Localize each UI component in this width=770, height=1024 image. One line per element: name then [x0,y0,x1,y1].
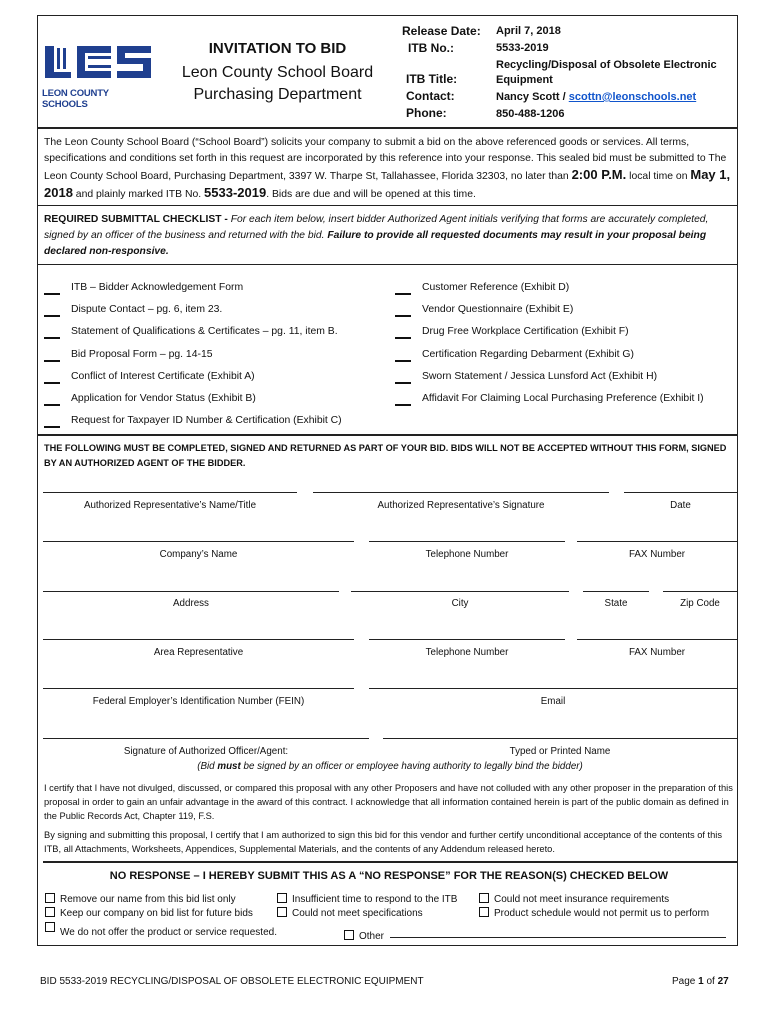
typed-name-line[interactable] [383,738,737,739]
contact-label: Contact: [406,89,455,103]
telephone-line-2[interactable] [369,639,565,640]
org-name: Leon County School Board [181,64,374,81]
officer-signature-label: Signature of Authorized Officer/Agent: [123,746,289,757]
no-response-title: NO RESPONSE – I HEREBY SUBMIT THIS AS A “NO RESPONSE” FOR THE REASON(S) CHECKED BELOW [109,870,669,882]
initials-blank[interactable] [395,404,411,406]
no-response-option[interactable]: Product schedule would not permit us to perform [479,907,709,919]
initials-blank[interactable] [44,382,60,384]
checkbox[interactable] [45,893,55,903]
email-label: Email [540,696,566,707]
divider [37,264,738,265]
email-line[interactable] [369,688,737,689]
date-label: Date [670,500,691,511]
city-line[interactable] [351,591,569,592]
no-response-option[interactable]: Insufficient time to respond to the ITB [277,893,457,905]
itb-title-value: Recycling/Disposal of Obsolete Electronic Equipment [496,59,717,86]
no-response-option[interactable]: Other [344,930,384,942]
rep-name-label: Authorized Representative’s Name/Title [83,500,257,511]
area-rep-line[interactable] [43,639,354,640]
no-response-option[interactable]: Keep our company on bid list for future bids [45,907,253,919]
telephone-label: Telephone Number [425,549,509,560]
intro-paragraph: The Leon County School Board (“School Board”) solicits your company to submit a bid on the above referenced goods or services. All terms, specifications and conditions set forth in this request are incorporated by this reference into your response. This sealed bid must be submitted to The Leon County School Board, Purchasing Department, 3397 W. Tharpe St, Tallahassee, Florida 32303, no later than 2:00 P.M. local time on May 1, 2018 and plainly marked ITB No. 5533-2019. Bids are due and will be opened at this time. [44,137,731,200]
zip-line[interactable] [663,591,737,592]
company-line[interactable] [43,541,354,542]
other-reason-line[interactable] [390,937,726,938]
checkbox[interactable] [479,907,489,917]
rep-signature-label: Authorized Representative’s Signature [377,500,545,511]
form-notice: THE FOLLOWING MUST BE COMPLETED, SIGNED AND RETURNED AS PART OF YOUR BID. BIDS WILL NOT BE ACCEPTED WITHOUT THIS FORM, SIGNED BY AN AUTHORIZED AGENT OF THE BIDDER. [44,443,727,468]
certification-paragraph: I certify that I have not divulged, discussed, or compared this proposal with any other Proposers and have not colluded with any other proposer in the preparation of this proposal in order to gain an unfair advantage in the award of this contract. I acknowledge that all information contained herein is part of the public domain as defined in the Public Records Act, Chapter 119, F.S. [44,783,733,821]
checkbox[interactable] [45,907,55,917]
phone-value: 850-488-1206 [496,108,565,120]
initials-blank[interactable] [395,315,411,317]
fein-label: Federal Employer’s Identification Number (FEIN) [92,696,305,707]
initials-blank[interactable] [395,337,411,339]
checkbox[interactable] [479,893,489,903]
initials-blank[interactable] [44,360,60,362]
page-title: INVITATION TO BID [208,40,347,57]
no-response-option[interactable]: Could not meet specifications [277,907,423,919]
no-response-option[interactable]: Remove our name from this bid list only [45,893,236,905]
authorization-paragraph: By signing and submitting this proposal, I certify that I am authorized to sign this bid for this vendor and further certify unconditional acceptance of the contents of this ITB, all Attachments, Worksheets, Appendices, Supplemental Materials, and the contents of any Addendum released hereto. [44,830,723,854]
address-label: Address [173,598,209,609]
divider [37,434,738,436]
checkbox[interactable] [45,922,55,932]
checkbox[interactable] [344,930,354,940]
divider [43,861,737,863]
release-date-value: April 7, 2018 [496,25,561,37]
footer-document-title: BID 5533-2019 RECYCLING/DISPOSAL OF OBSOLETE ELECTRONIC EQUIPMENT [40,976,424,987]
header-divider [37,127,738,129]
initials-blank[interactable] [395,360,411,362]
fax-line-2[interactable] [577,639,737,640]
no-response-option[interactable]: We do not offer the product or service requested. [45,922,277,938]
officer-signature-line[interactable] [43,738,369,739]
checkbox[interactable] [277,907,287,917]
initials-blank[interactable] [395,382,411,384]
company-label: Company’s Name [159,549,238,560]
zip-label: Zip Code [680,598,720,609]
telephone-line[interactable] [369,541,565,542]
typed-name-label: Typed or Printed Name [509,746,611,757]
initials-blank[interactable] [44,293,60,295]
initials-blank[interactable] [44,337,60,339]
page-number: Page 1 of 27 [672,976,729,987]
address-line[interactable] [43,591,339,592]
state-label: State [604,598,628,609]
no-response-option[interactable]: Could not meet insurance requirements [479,893,669,905]
divider [37,205,738,206]
itb-no-value: 5533-2019 [496,42,549,54]
itb-no-label: ITB No.: [408,41,454,55]
telephone-label-2: Telephone Number [425,647,509,658]
rep-name-line[interactable] [43,492,297,493]
checkbox[interactable] [277,893,287,903]
release-date-label: Release Date: [402,24,481,38]
logo-caption: LEON COUNTY SCHOOLS [42,88,109,110]
rep-signature-line[interactable] [313,492,609,493]
city-label: City [451,598,469,609]
signature-note: (Bid must be signed by an officer or employee having authority to legally bind the bidder) [197,761,583,772]
dept-name: Purchasing Department [193,86,362,103]
checklist-instructions: REQUIRED SUBMITTAL CHECKLIST - For each item below, insert bidder Authorized Agent initials verifying that forms are accurately completed, signed by an officer of the business and returned with the bid. Failure to provide all requested documents may result in your proposal being declared non-responsive. [44,214,709,257]
initials-blank[interactable] [44,315,60,317]
state-line[interactable] [583,591,649,592]
area-rep-label: Area Representative [153,647,244,658]
initials-blank[interactable] [44,404,60,406]
itb-title-label: ITB Title: [406,72,458,86]
fax-line[interactable] [577,541,737,542]
initials-blank[interactable] [395,293,411,295]
date-line[interactable] [624,492,737,493]
initials-blank[interactable] [44,426,60,428]
fein-line[interactable] [43,688,354,689]
fax-label-2: FAX Number [628,647,686,658]
contact-email-link[interactable]: scottn@leonschools.net [568,91,697,103]
fax-label: FAX Number [628,549,686,560]
phone-label: Phone: [406,106,447,120]
contact-value: Nancy Scott / scottn@leonschools.net [496,91,697,103]
